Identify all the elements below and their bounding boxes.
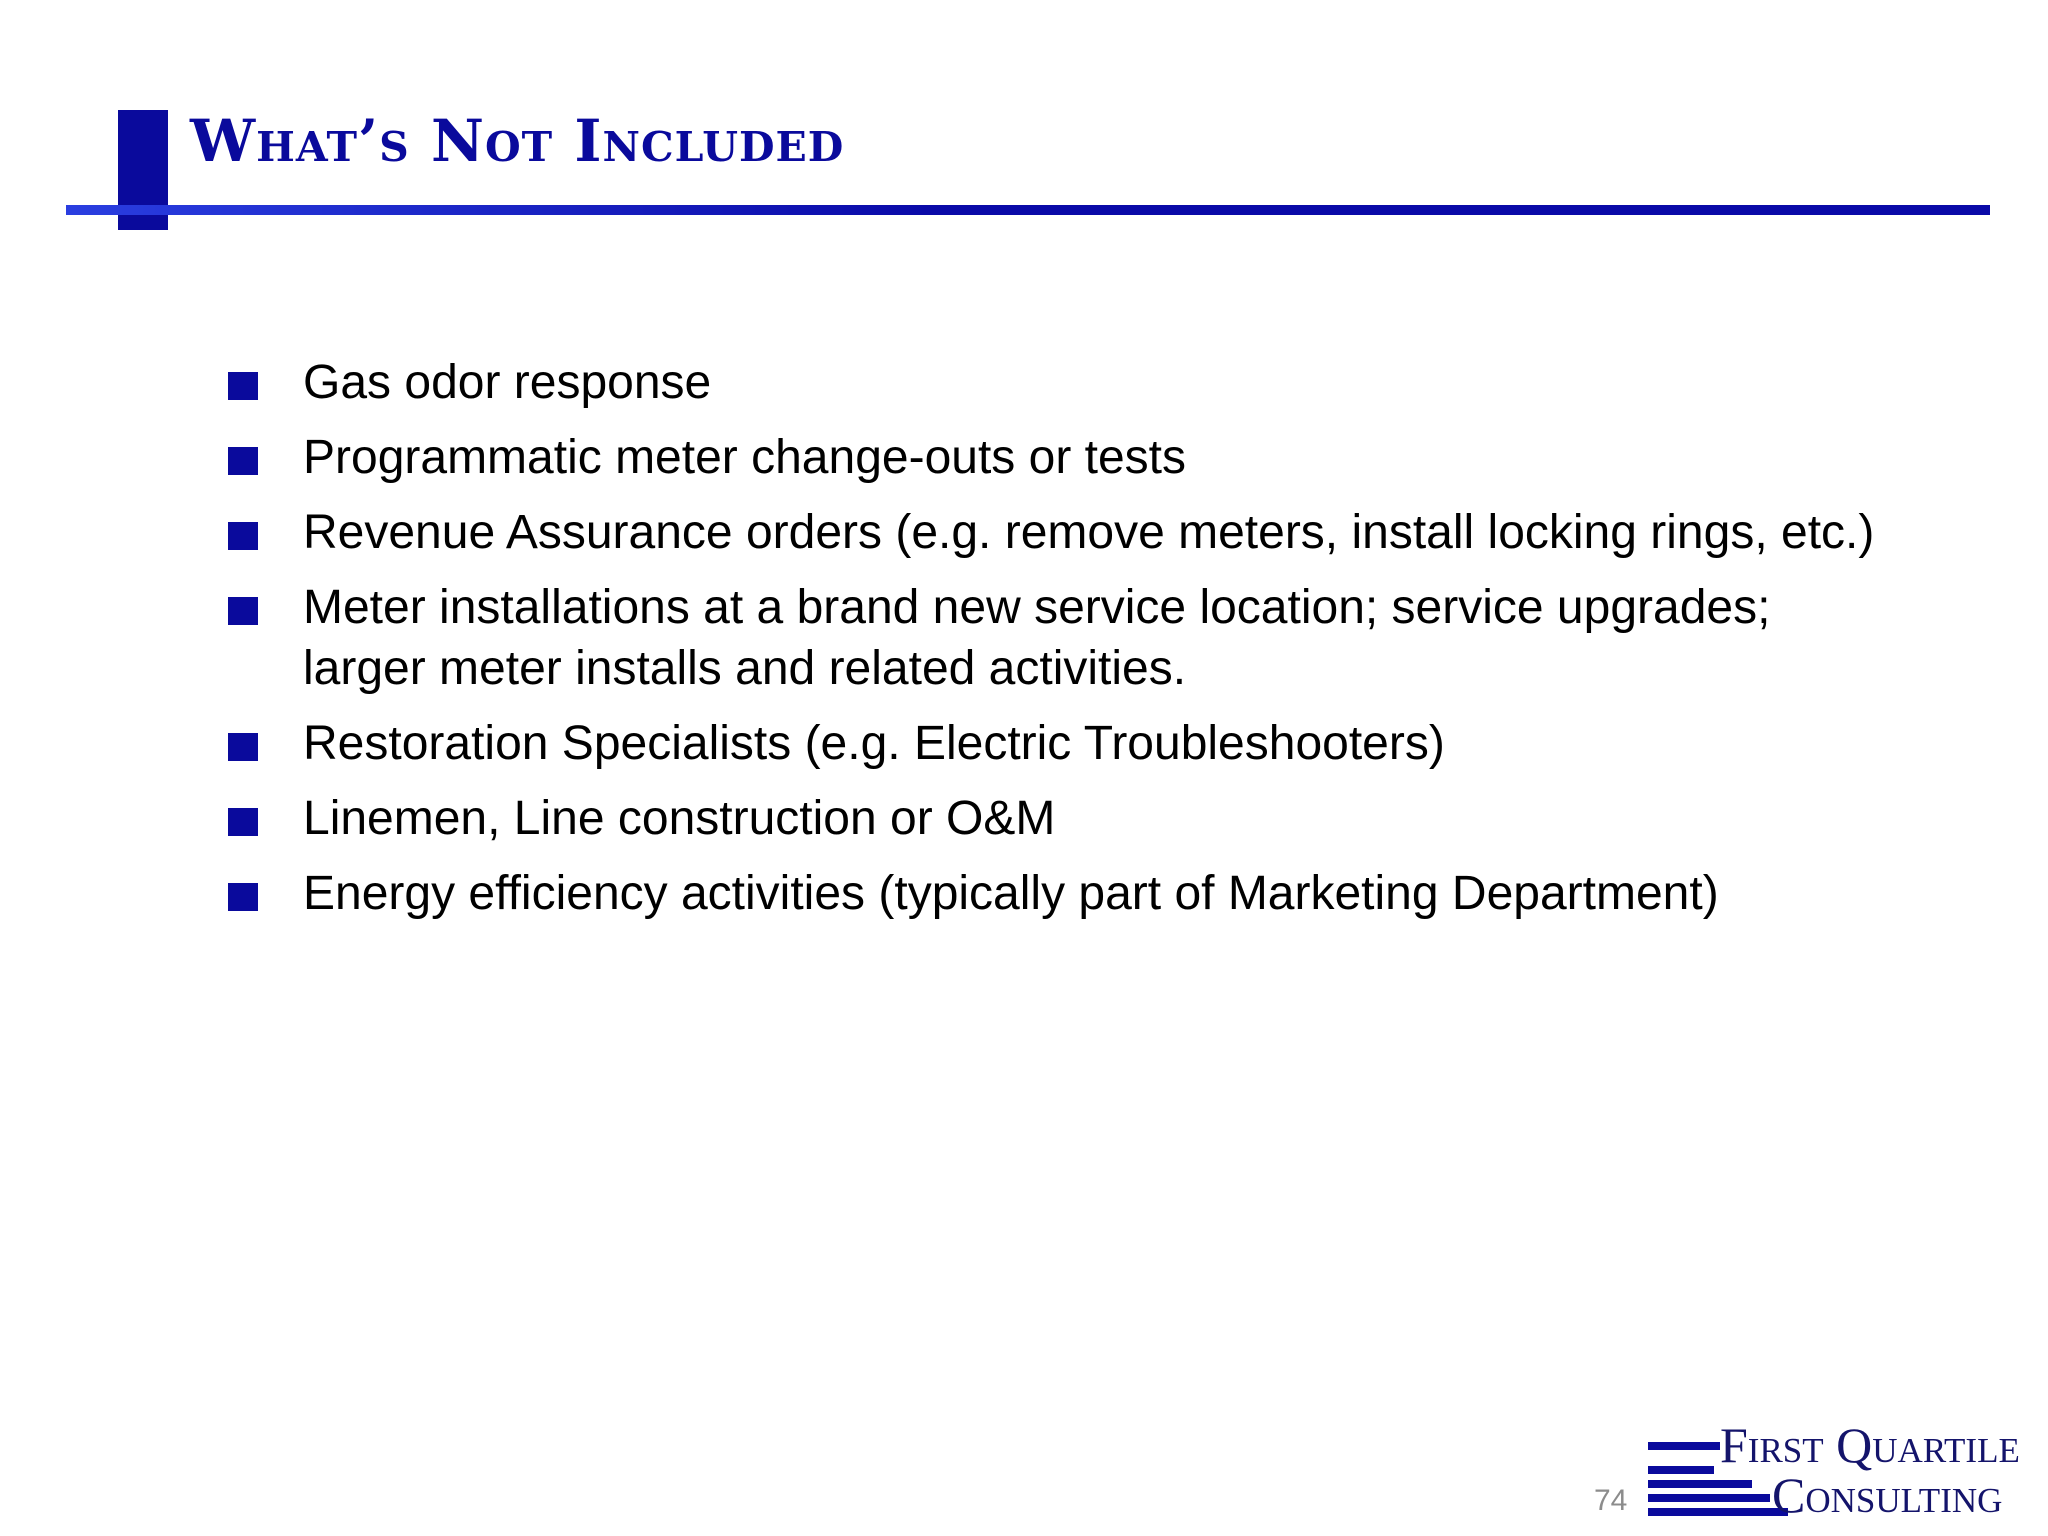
bullet-text: Restoration Specialists (e.g. Electric Troubleshooters) [303,717,1445,770]
bullet-item [226,863,1906,924]
bullet-text: Programmatic meter change-outs or tests [303,431,1187,484]
square-bullet-icon [228,522,258,550]
square-bullet-icon [228,733,258,761]
logo-text-line2: Consulting [1772,1467,2003,1523]
bullet-list [226,352,1906,938]
bullet-text: Energy efficiency activities (typically part of Marketing Department) [303,867,1719,920]
square-bullet-icon [228,883,258,911]
bullet-text: Meter installations at a brand new service location; service upgrades; larger meter installs and related activities. [303,581,1771,695]
bullet-item [226,788,1906,849]
bullet-item [226,502,1906,563]
logo-text-line1: First Quartile [1720,1417,2020,1473]
logo-bar-icon [1648,1442,1720,1450]
logo-bar-icon [1648,1508,1788,1516]
logo-bar-icon [1648,1466,1714,1474]
company-logo [1648,1417,2048,1530]
bullet-text: Revenue Assurance orders (e.g. remove meters, install locking rings, etc.) [303,506,1875,559]
logo-bar-icon [1648,1494,1770,1502]
slide-title: What’s Not Included [190,107,845,175]
bullet-item [226,577,1906,699]
title-underline-rule [66,205,1990,215]
bullet-item [226,352,1906,413]
square-bullet-icon [228,808,258,836]
square-bullet-icon [228,447,258,475]
bullet-text: Linemen, Line construction or O&M [303,792,1056,845]
square-bullet-icon [228,597,258,625]
logo-bar-icon [1648,1480,1752,1488]
square-bullet-icon [228,372,258,400]
bullet-item [226,427,1906,488]
bullet-text: Gas odor response [303,356,712,409]
bullet-item [226,713,1906,774]
page-number: 74 [1594,1484,1628,1517]
